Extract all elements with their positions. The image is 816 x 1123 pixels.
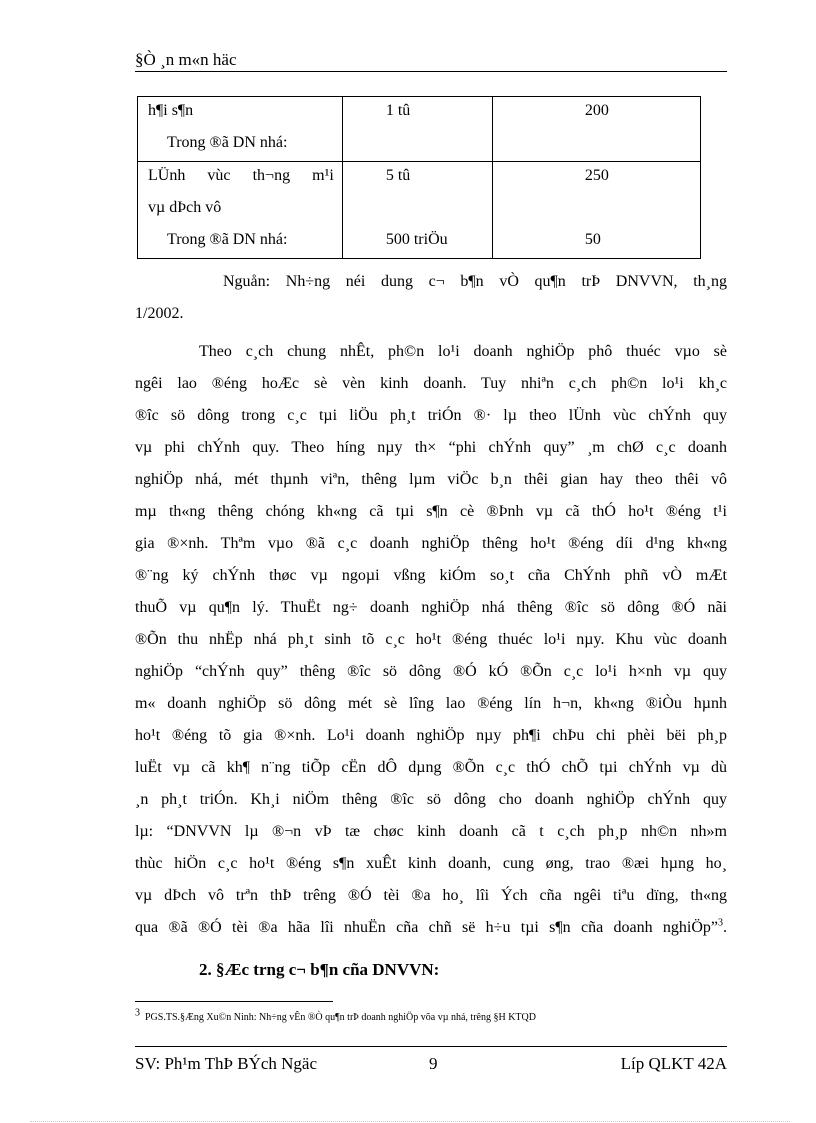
footnote-number: 3	[135, 1007, 140, 1019]
cell-text: Trong ®ã DN nhá:	[167, 134, 288, 151]
paragraph-line: lµ: “DNVVN lµ ®¬n vÞ tæ chøc kinh doanh cã t c¸ch ph¸p nh©n nh»m	[135, 823, 727, 840]
footnote	[135, 1007, 727, 1025]
cell-text	[343, 129, 492, 161]
table-row	[138, 162, 701, 259]
section-heading: 2. §Æc trng c¬ b¶n cña DNVVN:	[199, 960, 440, 979]
table-cell-capital	[342, 97, 492, 162]
paragraph-line: mµ th«ng thêng chóng kh«ng cã tµi s¶n cè ®Þnh vµ cã thÓ ho¹t ®éng t¹i	[135, 503, 727, 520]
paragraph-line-text: qua ®ã ®Ó tèi ®a hãa lîi nhuËn cña chñ së h÷u tµi s¶n cña doanh nghiÖp”	[135, 919, 718, 936]
cell-text	[343, 194, 492, 226]
paragraph-line: nghiÖp nhá, mét thµnh viªn, thêng lµm viÖc b¸n thêi gian hay theo thêi vô	[135, 471, 727, 488]
table-row	[138, 97, 701, 162]
table-cell-employees	[492, 97, 700, 162]
footer-divider	[135, 1046, 727, 1047]
cell-text	[493, 129, 700, 161]
source-line: 1/2002.	[135, 305, 184, 322]
paragraph-line: ®Õn thu nhËp nhá ph¸t sinh tõ c¸c ho¹t ®éng thuéc lo¹i nµy. Khu vùc doanh	[135, 631, 727, 648]
table-cell-employees	[492, 162, 700, 259]
cell-text: 5 tû	[385, 167, 411, 184]
paragraph-line: vµ dÞch vô trªn thÞ trêng ®Ó tèi ®a ho¸ lîi Ých cña ngêi tiªu dïng, th«ng	[135, 887, 727, 904]
paragraph-line: nghiÖp “chÝnh quy” thêng ®îc sö dông ®Ó kÓ ®Õn c¸c lo¹i h×nh vµ quy	[135, 663, 727, 680]
table-cell-sector	[138, 97, 343, 162]
footer-class-label: Líp QLKT 42A	[620, 1054, 727, 1073]
footer-student-name: SV: Ph¹m ThÞ BÝch Ngäc	[135, 1054, 318, 1073]
footnote-reference[interactable]: 3	[718, 917, 723, 929]
source-line: Nguån: Nh÷ng néi dung c¬ b¶n vÒ qu¶n trÞ DNVVN, th¸ng	[223, 273, 727, 290]
paragraph-line: thùc hiÖn c¸c ho¹t ®éng s¶n xuÊt kinh doanh, cung øng, trao ®æi hµng ho¸	[135, 855, 727, 872]
paragraph-end-punctuation: .	[723, 919, 727, 936]
footnote-divider	[135, 1001, 333, 1002]
footnote-text: PGS.TS.§Æng Xu©n Ninh: Nh÷ng vÊn ®Ò qu¶n trÞ doanh nghiÖp võa vµ nhá, trêng §H KTQD	[145, 1012, 536, 1023]
paragraph-line: ®îc sö dông trong c¸c tµi liÖu ph¸t triÓn ®· lµ theo lÜnh vùc chÝnh quy	[135, 407, 727, 424]
paragraph-line: ngêi lao ®éng hoÆc sè vèn kinh doanh. Tuy nhiªn c¸ch ph©n lo¹i kh¸c	[135, 375, 727, 392]
page-header-title: §Ò ¸n m«n häc	[135, 50, 237, 69]
page-bottom-edge	[30, 1121, 790, 1122]
cell-text: 250	[584, 167, 609, 184]
cell-text: vµ dÞch vô	[148, 199, 222, 216]
table-cell-capital	[342, 162, 492, 259]
body-paragraph	[135, 336, 727, 944]
cell-text: h¶i s¶n	[148, 102, 194, 119]
cell-text: LÜnh vùc th¬ng m¹i	[148, 167, 334, 184]
table-source-note	[135, 266, 727, 330]
paragraph-line: Theo c¸ch chung nhÊt, ph©n lo¹i doanh nghiÖp phô thuéc vµo sè	[199, 343, 727, 360]
page-footer	[135, 1053, 727, 1075]
paragraph-line: ®¨ng ký chÝnh thøc vµ ngoµi vßng kiÓm so¸t cña ChÝnh phñ vÒ mÆt	[135, 567, 727, 584]
cell-text: Trong ®ã DN nhá:	[167, 231, 288, 248]
paragraph-line: m« doanh nghiÖp sö dông mét sè lîng lao ®éng lín h¬n, kh«ng ®iÒu hµnh	[135, 695, 727, 712]
paragraph-line: luËt vµ cã kh¶ n¨ng tiÕp cËn dÔ dµng ®Õn c¸c thÓ chÕ tµi chÝnh vµ dù	[135, 759, 727, 776]
page-number: 9	[429, 1054, 438, 1073]
cell-text: 200	[584, 102, 609, 119]
paragraph-line: ¸n ph¸t triÓn. Kh¸i niÖm thêng ®îc sö dông cho doanh nghiÖp chÝnh quy	[135, 791, 727, 808]
cell-text	[493, 194, 700, 226]
paragraph-line: gia ®×nh. Thªm vµo ®ã c¸c doanh nghiÖp thêng ho¹t ®éng díi d¹ng kh«ng	[135, 535, 727, 552]
header-divider	[135, 71, 727, 72]
paragraph-line: vµ phi chÝnh quy. Theo híng nµy th× “phi chÝnh quy” ¸m chØ c¸c doanh	[135, 439, 727, 456]
cell-text: 50	[584, 231, 601, 248]
table-cell-sector	[138, 162, 343, 259]
enterprise-criteria-table	[137, 96, 701, 259]
paragraph-line: ho¹t ®éng tõ gia ®×nh. Lo¹i doanh nghiÖp nµy ph¶i chÞu chi phèi bëi ph¸p	[135, 727, 727, 744]
paragraph-line: thuÕ vµ qu¶n lý. ThuËt ng÷ doanh nghiÖp nhá thêng ®îc sö dông ®Ó nãi	[135, 599, 727, 616]
cell-text: 500 triÖu	[385, 231, 448, 248]
cell-text: 1 tû	[385, 102, 411, 119]
paragraph-line-last	[135, 912, 727, 944]
